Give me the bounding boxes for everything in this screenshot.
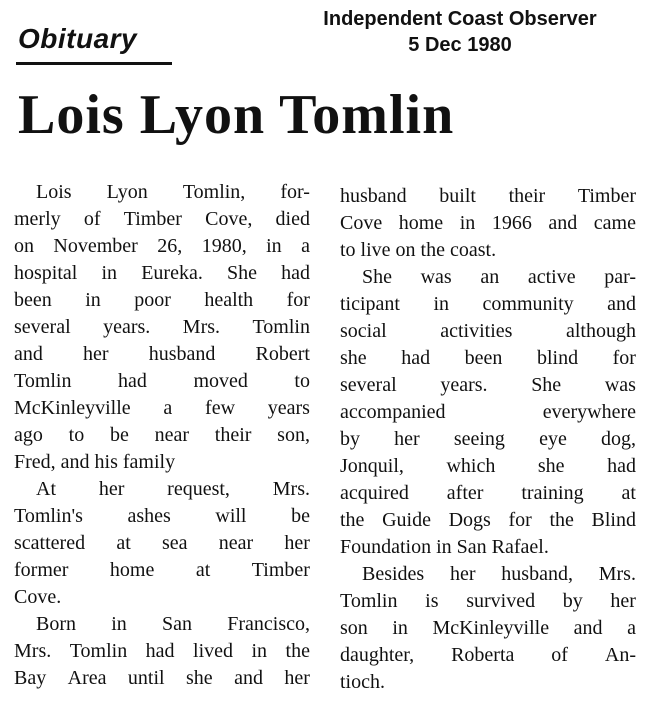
text-line: daughter, Roberta of An-: [340, 644, 636, 666]
text-line: Tomlin's ashes will be: [14, 505, 310, 527]
text-line: husband built their Timber: [340, 185, 636, 207]
text-line: Mrs. Tomlin had lived in the: [14, 640, 310, 662]
text-line: tioch.: [340, 671, 385, 693]
section-underline: [16, 62, 172, 65]
source-citation: [270, 6, 650, 58]
text-line: She was an active par-: [362, 266, 636, 288]
text-line: the Guide Dogs for the Blind: [340, 509, 636, 531]
text-line: Lois Lyon Tomlin, for-: [36, 181, 310, 203]
text-line: by her seeing eye dog,: [340, 428, 636, 450]
headline: Lois Lyon Tomlin: [18, 84, 455, 146]
text-line: Jonquil, which she had: [340, 455, 636, 477]
text-line: several years. She was: [340, 374, 636, 396]
text-line: on November 26, 1980, in a: [14, 235, 310, 257]
text-line: and her husband Robert: [14, 343, 310, 365]
text-line: Cove.: [14, 586, 62, 608]
text-line: Fred, and his family: [14, 451, 176, 473]
text-line: social activities although: [340, 320, 636, 342]
text-line: former home at Timber: [14, 559, 310, 581]
text-line: several years. Mrs. Tomlin: [14, 316, 310, 338]
publication-date: 5 Dec 1980: [408, 34, 512, 56]
text-line: she had been blind for: [340, 347, 636, 369]
text-line: Foundation in San Rafael.: [340, 536, 549, 558]
text-line: son in McKinleyville and a: [340, 617, 636, 639]
text-line: ago to be near their son,: [14, 424, 310, 446]
text-line: been in poor health for: [14, 289, 310, 311]
text-line: At her request, Mrs.: [36, 478, 310, 500]
text-line: merly of Timber Cove, died: [14, 208, 310, 230]
text-line: hospital in Eureka. She had: [14, 262, 310, 284]
text-line: Tomlin is survived by her: [340, 590, 636, 612]
text-line: McKinleyville a few years: [14, 397, 310, 419]
text-line: Bay Area until she and her: [14, 667, 310, 689]
text-line: ticipant in community and: [340, 293, 636, 315]
article-column-right: [340, 183, 636, 696]
text-line: Tomlin had moved to: [14, 370, 310, 392]
article-column-left: [14, 179, 310, 692]
text-line: acquired after training at: [340, 482, 636, 504]
text-line: Born in San Francisco,: [36, 613, 310, 635]
text-line: Besides her husband, Mrs.: [362, 563, 636, 585]
section-label: Obituary: [18, 23, 138, 54]
publication-name: Independent Coast Observer: [323, 8, 597, 30]
text-line: to live on the coast.: [340, 239, 497, 261]
text-line: scattered at sea near her: [14, 532, 310, 554]
text-line: accompanied everywhere: [340, 401, 636, 423]
text-line: Cove home in 1966 and came: [340, 212, 636, 234]
